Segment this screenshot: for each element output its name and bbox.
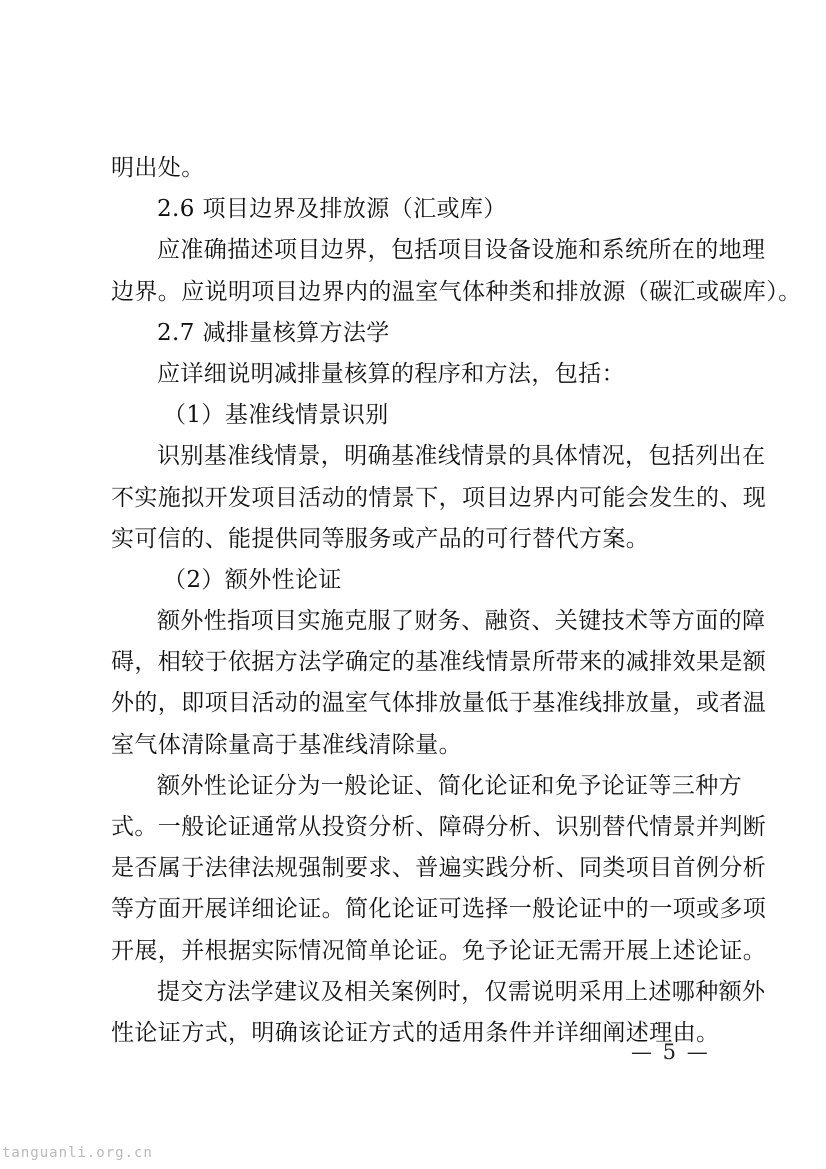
page-number: — 5 — [631,1040,710,1064]
section-heading-2-6: 2.6 项目边界及排放源（汇或库） [157,196,507,223]
paragraph-line: 外的，即项目活动的温室气体排放量低于基准线排放量，或者温 [111,690,767,717]
paragraph-line: 边界。应说明项目边界内的温室气体种类和排放源（碳汇或碳库）。 [111,278,802,305]
paragraph-line: 应准确描述项目边界，包括项目设备设施和系统所在的地理 [157,237,766,264]
paragraph-line: 识别基准线情景，明确基准线情景的具体情况，包括列出在 [157,443,766,470]
paragraph-line: 式。一般论证通常从投资分析、障碍分析、识别替代情景并判断 [111,814,767,840]
document-body [111,148,802,1054]
paragraph-line: 室气体清除量高于基准线清除量。 [111,731,462,758]
subsection-heading-additionality: （2）额外性论证 [163,566,342,593]
paragraph-line: 额外性论证分为一般论证、简化论证和免予论证等三种方 [157,772,742,799]
paragraph-line: 明出处。 [111,155,205,181]
paragraph-line: 应详细说明减排量核算的程序和方法，包括： [157,360,625,387]
section-heading-2-7: 2.7 减排量核算方法学 [157,319,390,346]
paragraph-line: 碍，相较于依据方法学确定的基准线情景所带来的减排效果是额 [111,649,767,676]
paragraph-line: 提交方法学建议及相关案例时，仅需说明采用上述哪种额外 [157,978,766,1005]
paragraph-line: 实可信的、能提供同等服务或产品的可行替代方案。 [111,525,650,552]
paragraph-line: 是否属于法律法规强制要求、普遍实践分析、同类项目首例分析 [111,855,767,882]
paragraph-line: 性论证方式，明确该论证方式的适用条件并详细阐述理由。 [111,1019,720,1046]
paragraph-line: 额外性指项目实施克服了财务、融资、关键技术等方面的障 [157,608,766,635]
paragraph-line: 不实施拟开发项目活动的情景下，项目边界内可能会发生的、现 [111,484,767,511]
site-watermark: tanguanli.org.cn [2,1145,153,1161]
subsection-heading-baseline: （1）基准线情景识别 [163,402,389,429]
paragraph-line: 开展，并根据实际情况简单论证。免予论证无需开展上述论证。 [111,937,767,964]
paragraph-line: 等方面开展详细论证。简化论证可选择一般论证中的一项或多项 [111,896,767,923]
